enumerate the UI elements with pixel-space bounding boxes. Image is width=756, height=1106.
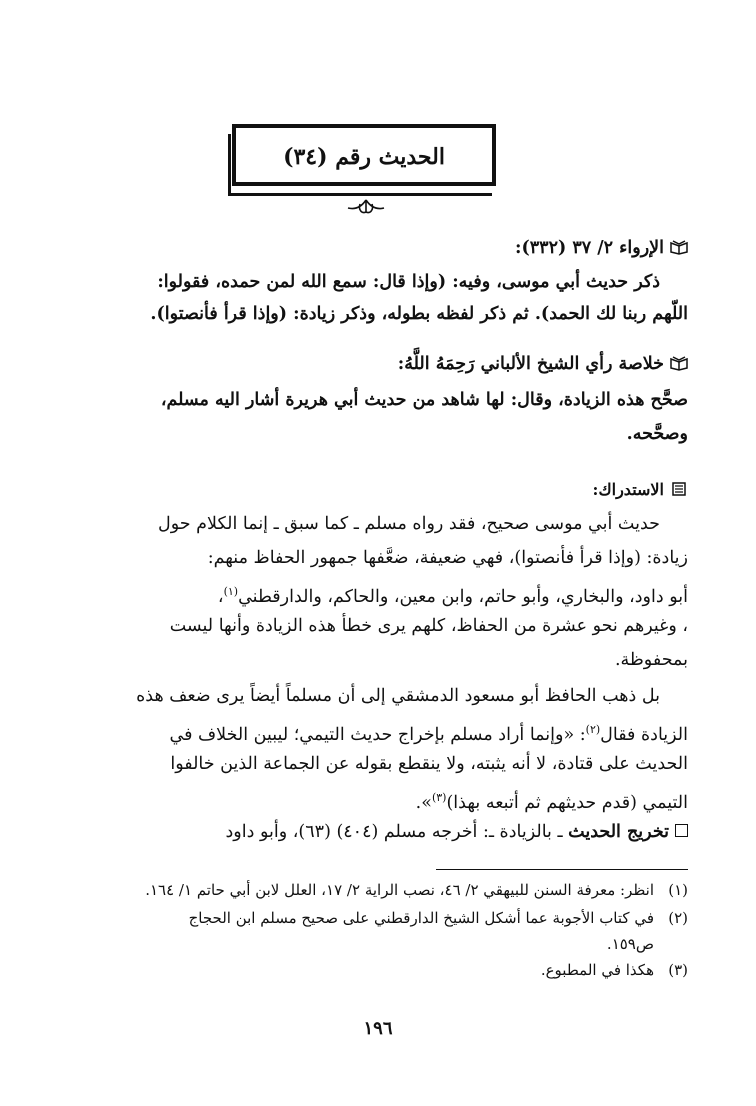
p1-line-3 bbox=[68, 580, 688, 609]
footnote-3 bbox=[68, 960, 688, 980]
footnote-1-text: انظر: معرفة السنن للبيهقي ٢/ ٤٦، نصب الراية ٢/ ١٧، العلل لابن أبي حاتم ١/ ١٦٤. bbox=[145, 881, 654, 899]
footnote-ref-2[interactable]: (٢) bbox=[585, 723, 601, 736]
p2-line-2-rest: : «وإنما أراد مسلم بإخراج حديث التيمي؛ ليبين الخلاف في bbox=[169, 724, 586, 745]
irwa-heading bbox=[68, 236, 688, 260]
takhrij-rest: ـ بالزيادة ـ: أخرجه مسلم (٤٠٤) (٦٣)، وأبو داود bbox=[225, 822, 563, 842]
p2-line-1: بل ذهب الحافظ أبو مسعود الدمشقي إلى أن مسلماً أيضاً يرى ضعف هذه bbox=[136, 686, 660, 706]
p2-line-2-start: الزيادة فقال bbox=[600, 724, 688, 745]
p1-line-1: حديث أبي موسى صحيح، فقد رواه مسلم ـ كما سبق ـ إنما الكلام حول bbox=[158, 514, 660, 534]
p1-line-4: ، وغيرهم نحو عشرة من الحفاظ، كلهم يرى خطأ هذه الزيادة وأنها ليست bbox=[169, 616, 688, 636]
page-title: الحديث رقم (٣٤) bbox=[283, 144, 445, 170]
summary-heading-text: خلاصة رأي الشيخ الألباني رَحِمَهُ اللَّهُ: bbox=[397, 354, 664, 374]
footnote-ref-3[interactable]: (٣) bbox=[431, 791, 447, 804]
p2-line-2 bbox=[68, 718, 688, 747]
footnote-2 bbox=[68, 908, 688, 928]
footnote-1 bbox=[68, 880, 688, 900]
square-bullet-icon bbox=[675, 824, 688, 837]
irwa-line-1: ذكر حديث أبي موسى، وفيه: (وإذا قال: سمع الله لمن حمده، فقولوا: bbox=[157, 272, 660, 292]
summary-heading bbox=[68, 352, 688, 376]
footnote-divider bbox=[436, 869, 688, 870]
takhrij-label: تخريج الحديث bbox=[568, 822, 669, 842]
p1-line-5: بمحفوظة. bbox=[614, 650, 688, 670]
p2-line-4-text: التيمي (قدم حديثهم ثم أتبعه بهذا) bbox=[446, 792, 688, 813]
open-book-icon bbox=[670, 239, 688, 255]
floral-ornament-icon bbox=[344, 196, 388, 216]
p1-line-3-end: ، bbox=[217, 586, 224, 607]
footnote-3-text: هكذا في المطبوع. bbox=[540, 961, 654, 979]
istidrak-heading bbox=[68, 478, 688, 502]
page-number: ١٩٦ bbox=[363, 1018, 393, 1039]
open-book-icon bbox=[670, 355, 688, 371]
p1-line-3-text: أبو داود، والبخاري، وأبو حاتم، وابن معين، والحاكم، والدارقطني bbox=[238, 586, 688, 607]
p2-line-4-end: ». bbox=[415, 792, 432, 813]
footnote-1-number: (١) bbox=[668, 881, 688, 899]
takhrij-line bbox=[68, 820, 688, 844]
irwa-line-2: اللّهم ربنا لك الحمد). ثم ذكر لفظه بطوله، وذكر زيادة: (وإذا قرأ فأنصتوا). bbox=[150, 304, 688, 324]
title-frame bbox=[232, 124, 496, 186]
footnote-2-continuation: ص١٥٩. bbox=[606, 935, 654, 953]
summary-line-1: صحَّح هذه الزيادة، وقال: لها شاهد من حديث أبي هريرة أشار اليه مسلم، bbox=[160, 390, 688, 410]
footnote-3-number: (٣) bbox=[668, 961, 688, 979]
irwa-heading-text: الإرواء ٢/ ٣٧ (٣٣٢): bbox=[515, 238, 664, 258]
footnote-ref-1[interactable]: (١) bbox=[223, 585, 239, 598]
istidrak-heading-text: الاستدراك: bbox=[592, 480, 664, 499]
p1-line-2: زيادة: (وإذا قرأ فأنصتوا)، فهي ضعيفة، ضعَّفها جمهور الحفاظ منهم: bbox=[207, 548, 688, 568]
footnote-2-text: في كتاب الأجوبة عما أشكل الشيخ الدارقطني على صحيح مسلم ابن الحجاج bbox=[188, 909, 654, 927]
p2-line-3: الحديث على قتادة، لا أنه يثبته، ولا ينقطع بقوله عن الجماعة الذين خالفوا bbox=[170, 754, 688, 774]
scroll-icon bbox=[670, 481, 688, 497]
summary-line-2: وصحَّحه. bbox=[626, 424, 688, 444]
p2-line-4 bbox=[68, 786, 688, 815]
footnote-2-number: (٢) bbox=[668, 909, 688, 927]
